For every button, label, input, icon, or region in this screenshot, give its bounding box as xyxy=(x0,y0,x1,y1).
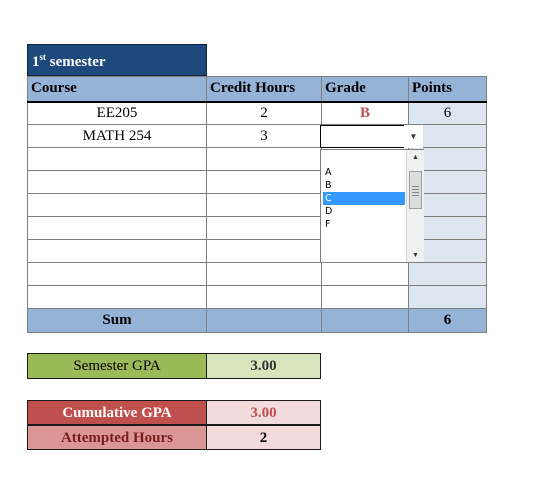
cumulative-gpa-label: Cumulative GPA xyxy=(27,400,207,425)
table-row xyxy=(28,102,487,125)
column-header-credit-hours: Credit Hours xyxy=(207,77,322,102)
grip-line-icon xyxy=(412,192,419,193)
table-row xyxy=(28,286,487,309)
sum-credit-hours xyxy=(207,309,322,333)
scroll-up-icon[interactable]: ▲ xyxy=(412,153,419,161)
column-header-grade: Grade xyxy=(322,77,409,102)
credit-hours-cell[interactable] xyxy=(207,194,322,217)
semester-ordinal: 1 xyxy=(32,54,40,70)
credit-hours-cell[interactable] xyxy=(207,263,322,286)
grade-dropdown-list[interactable] xyxy=(320,149,424,263)
dropdown-option-c[interactable]: C xyxy=(323,192,405,205)
column-header-points: Points xyxy=(409,77,487,102)
course-cell[interactable] xyxy=(28,194,207,217)
grade-cell[interactable] xyxy=(322,286,409,309)
course-cell[interactable] xyxy=(28,240,207,263)
course-cell[interactable] xyxy=(28,286,207,309)
attempted-hours-label: Attempted Hours xyxy=(27,425,207,450)
credit-hours-cell[interactable] xyxy=(207,286,322,309)
course-cell[interactable]: MATH 254 xyxy=(28,125,207,148)
sum-row xyxy=(28,309,487,333)
scroll-thumb[interactable] xyxy=(409,171,422,209)
grip-line-icon xyxy=(412,189,419,190)
credit-hours-cell[interactable] xyxy=(207,148,322,171)
sum-grade xyxy=(322,309,409,333)
sum-points: 6 xyxy=(409,309,487,333)
course-cell[interactable] xyxy=(28,217,207,240)
grade-cell[interactable]: B xyxy=(322,102,409,125)
semester-gpa-value: 3.00 xyxy=(206,353,321,379)
credit-hours-cell[interactable] xyxy=(207,171,322,194)
semester-label: semester xyxy=(49,54,106,70)
semester-gpa-label: Semester GPA xyxy=(27,353,207,379)
dropdown-option-d[interactable]: D xyxy=(325,206,333,217)
sum-label: Sum xyxy=(28,309,207,333)
semester-ordinal-suffix: st xyxy=(39,52,46,62)
grade-cell[interactable] xyxy=(322,263,409,286)
points-cell[interactable]: 6 xyxy=(409,102,487,125)
points-cell[interactable] xyxy=(409,263,487,286)
column-header-course: Course xyxy=(28,77,207,102)
grip-line-icon xyxy=(412,186,419,187)
course-cell[interactable] xyxy=(28,263,207,286)
grip-line-icon xyxy=(412,195,419,196)
dropdown-arrow-icon[interactable]: ▼ xyxy=(404,125,423,148)
dropdown-scrollbar[interactable] xyxy=(406,150,424,262)
cumulative-gpa-value: 3.00 xyxy=(206,400,321,425)
credit-hours-cell[interactable]: 2 xyxy=(207,102,322,125)
scroll-down-icon[interactable]: ▼ xyxy=(412,251,419,259)
attempted-hours-value: 2 xyxy=(206,425,321,450)
dropdown-option-f[interactable]: F xyxy=(325,219,331,230)
header-row xyxy=(28,77,487,102)
credit-hours-cell[interactable] xyxy=(207,217,322,240)
course-cell[interactable] xyxy=(28,171,207,194)
course-cell[interactable] xyxy=(28,148,207,171)
points-cell[interactable] xyxy=(409,286,487,309)
semester-title xyxy=(27,44,207,76)
dropdown-option-b[interactable]: B xyxy=(325,180,332,191)
table-row xyxy=(28,263,487,286)
credit-hours-cell[interactable] xyxy=(207,240,322,263)
credit-hours-cell[interactable]: 3 xyxy=(207,125,322,148)
course-cell[interactable]: EE205 xyxy=(28,102,207,125)
dropdown-option-a[interactable]: A xyxy=(325,167,332,178)
